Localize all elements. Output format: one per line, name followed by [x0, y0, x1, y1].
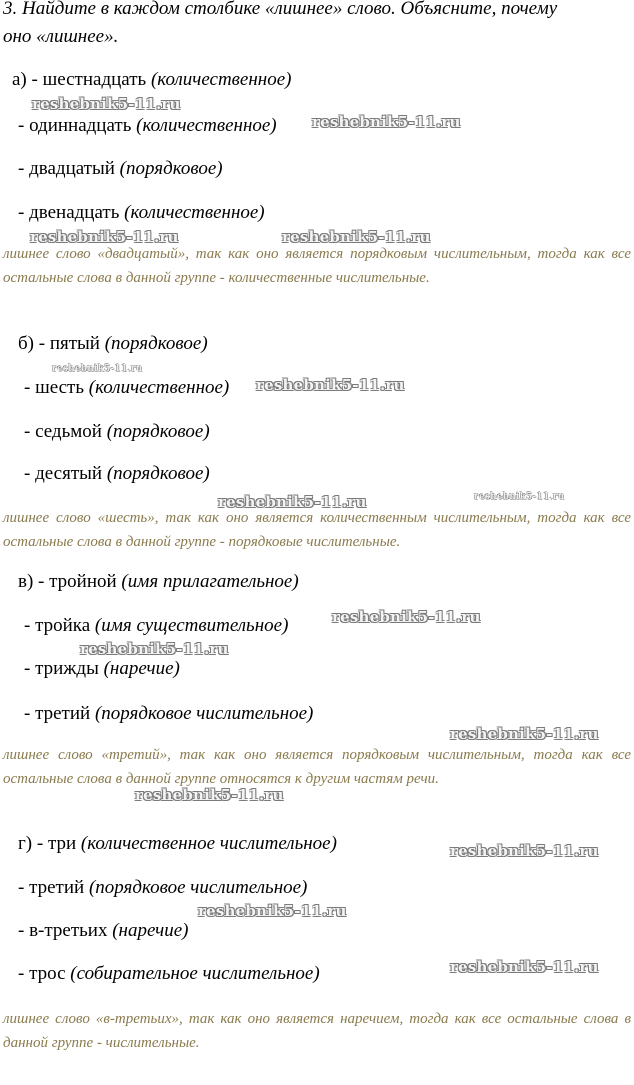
group-c-item-4: - третий (порядковое числительное): [24, 703, 314, 724]
watermark: reshebnik5-11.ru: [80, 640, 229, 658]
watermark: reshebnik5-11.ru: [474, 492, 565, 502]
watermark: reshebnik5-11.ru: [282, 228, 431, 246]
group-d-item-1: г) - три (количественное числительное): [18, 833, 337, 854]
group-d-answer: лишнее слово «в-третьих», так как оно является наречием, тогда как все остальные слова в данной группе - числительные.: [3, 1011, 631, 1051]
group-d-item-2: - третий (порядковое числительное): [18, 877, 308, 898]
group-b-item-4: - десятый (порядковое): [24, 463, 210, 484]
group-a-item-1: а) - шестнадцать (количественное): [12, 69, 292, 90]
watermark: reshebnik5-11.ru: [198, 902, 347, 920]
watermark: reshebnik5-11.ru: [450, 958, 599, 976]
group-d-item-3: - в-третьих (наречие): [18, 920, 189, 941]
group-a-answer: лишнее слово «двадцатый», так как оно является порядковым числительным, тогда как все остальные слова в данной группе - количественные числительные.: [3, 246, 631, 286]
watermark: reshebnik5-11.ru: [218, 493, 367, 511]
group-c-item-1: в) - тройной (имя прилагательное): [18, 571, 299, 592]
task-heading-line1: 3. Найдите в каждом столбике «лишнее» слово. Объясните, почему: [3, 0, 558, 19]
watermark: reshebnik5-11.ru: [450, 725, 599, 743]
watermark: reshebnik5-11.ru: [332, 608, 481, 626]
watermark: reshebnik5-11.ru: [312, 113, 461, 131]
watermark: reshebnik5-11.ru: [32, 95, 181, 113]
group-a-item-2: - одиннадцать (количественное): [18, 115, 277, 136]
group-b-answer: лишнее слово «шесть», так как оно является количественным числительным, тогда как все остальные слова в данной группе - порядковые числительные.: [3, 510, 631, 550]
watermark: reshebnik5-11.ru: [30, 228, 179, 246]
group-c-item-2: - тройка (имя существительное): [24, 615, 289, 636]
group-b-item-1: б) - пятый (порядковое): [18, 333, 208, 354]
group-b-item-3: - седьмой (порядковое): [24, 421, 210, 442]
group-d-item-4: - трос (собирательное числительное): [18, 963, 320, 984]
watermark: reshebnik5-11.ru: [450, 842, 599, 860]
watermark: reshebnik5-11.ru: [52, 364, 143, 374]
group-b-item-2: - шесть (количественное): [24, 377, 230, 398]
group-c-answer: лишнее слово «третий», так как оно является порядковым числительным, тогда как все остальные слова в данной группе относятся к другим частям речи.: [3, 747, 631, 787]
group-a-item-3: - двадцатый (порядковое): [18, 158, 223, 179]
task-heading-line2: оно «лишнее».: [3, 26, 119, 47]
group-a-item-4: - двенадцать (количественное): [18, 202, 265, 223]
watermark: reshebnik5-11.ru: [135, 786, 284, 804]
watermark: reshebnik5-11.ru: [256, 376, 405, 394]
group-c-item-3: - трижды (наречие): [24, 658, 180, 679]
